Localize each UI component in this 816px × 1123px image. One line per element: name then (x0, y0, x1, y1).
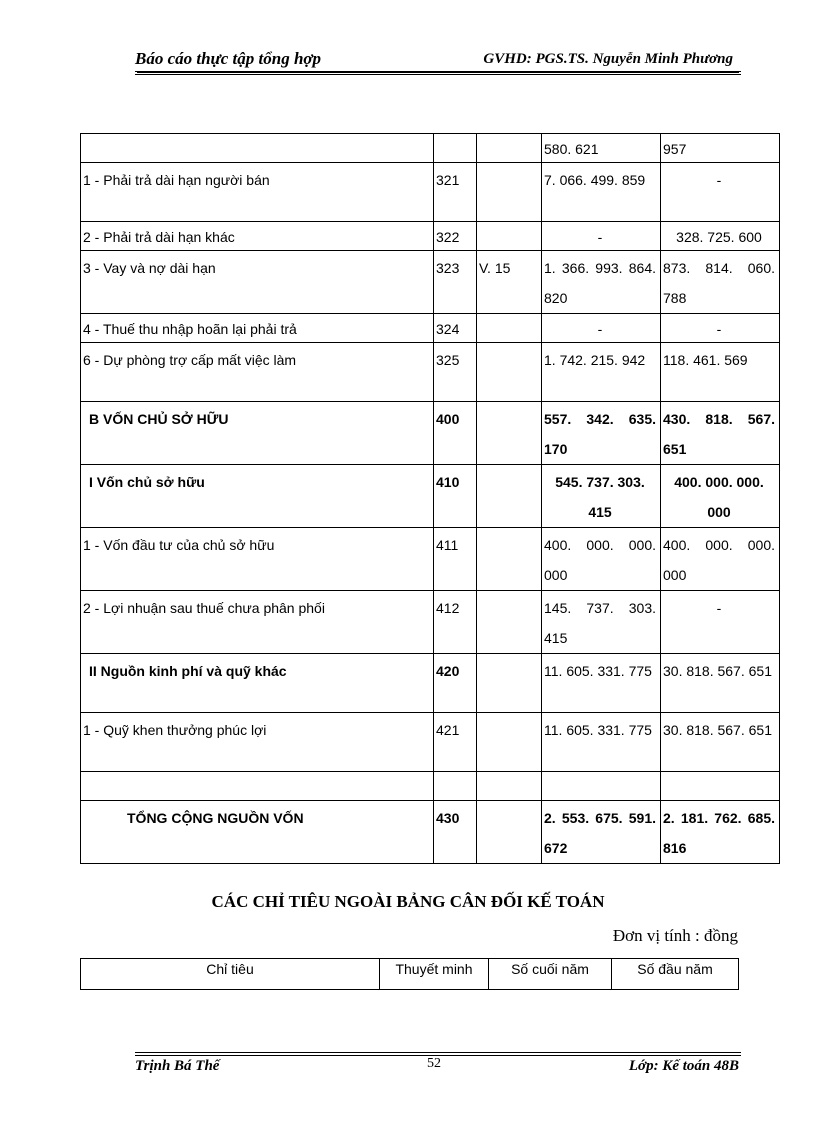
item-end-value: - (542, 222, 661, 251)
item-end-value: 7. 066. 499. 859 (542, 163, 661, 222)
page-header (135, 49, 741, 72)
off-balance-table (80, 958, 739, 990)
item-begin-value: - (661, 314, 780, 343)
item-end-value: 557. 342. 635. 170 (542, 402, 661, 465)
item-code (434, 134, 477, 163)
supervisor-label: GVHD: PGS.TS. Nguyễn Minh Phương (483, 51, 733, 67)
page-number: 52 (427, 1056, 441, 1071)
item-code: 325 (434, 343, 477, 402)
table-row (81, 591, 780, 654)
item-name: 4 - Thuế thu nhập hoãn lại phải trả (81, 314, 434, 343)
table-row (81, 654, 780, 713)
report-title: Báo cáo thực tập tổng hợp (135, 49, 322, 68)
item-note (477, 134, 542, 163)
item-code: 411 (434, 528, 477, 591)
item-end-value: 1. 742. 215. 942 (542, 343, 661, 402)
item-name: 1 - Quỹ khen thưởng phúc lợi (81, 713, 434, 772)
item-name: 2 - Phải trả dài hạn khác (81, 222, 434, 251)
table-row (81, 801, 780, 864)
table-row (81, 134, 780, 163)
item-code (434, 772, 477, 801)
item-name: 1 - Phải trả dài hạn người bán (81, 163, 434, 222)
item-begin-value: 400. 000. 000. 000 (661, 465, 780, 528)
table-row (81, 402, 780, 465)
item-code: 412 (434, 591, 477, 654)
table-row (81, 772, 780, 801)
table-row (81, 163, 780, 222)
item-name (81, 772, 434, 801)
item-code: 410 (434, 465, 477, 528)
item-begin-value: 328. 725. 600 (661, 222, 780, 251)
header-end-of-year: Số cuối năm (489, 959, 612, 990)
item-name: TỔNG CỘNG NGUỒN VỐN (81, 801, 434, 864)
item-begin-value: - (661, 591, 780, 654)
item-begin-value: 430. 818. 567. 651 (661, 402, 780, 465)
item-end-value: 580. 621 (542, 134, 661, 163)
item-note (477, 654, 542, 713)
item-name (81, 134, 434, 163)
table-row (81, 465, 780, 528)
item-begin-value: 873. 814. 060. 788 (661, 251, 780, 314)
table-row (81, 528, 780, 591)
item-code: 421 (434, 713, 477, 772)
item-begin-value (661, 772, 780, 801)
item-name: II Nguồn kinh phí và quỹ khác (81, 654, 434, 713)
item-name: B VỐN CHỦ SỞ HỮU (81, 402, 434, 465)
item-name: 1 - Vốn đầu tư của chủ sở hữu (81, 528, 434, 591)
item-end-value: 2. 553. 675. 591. 672 (542, 801, 661, 864)
item-begin-value: 30. 818. 567. 651 (661, 654, 780, 713)
item-end-value: 145. 737. 303. 415 (542, 591, 661, 654)
class-label: Lớp: Kế toán 48B (628, 1058, 739, 1074)
table-row (81, 222, 780, 251)
item-end-value: 545. 737. 303. 415 (542, 465, 661, 528)
item-note (477, 465, 542, 528)
item-begin-value: 400. 000. 000. 000 (661, 528, 780, 591)
item-note (477, 402, 542, 465)
header-indicator: Chỉ tiêu (81, 959, 380, 990)
item-note (477, 801, 542, 864)
table-row (81, 314, 780, 343)
item-end-value: 400. 000. 000. 000 (542, 528, 661, 591)
item-end-value: 11. 605. 331. 775 (542, 654, 661, 713)
item-end-value: 1. 366. 993. 864. 820 (542, 251, 661, 314)
item-end-value: 11. 605. 331. 775 (542, 713, 661, 772)
item-begin-value: 30. 818. 567. 651 (661, 713, 780, 772)
balance-sheet-table (80, 133, 780, 864)
item-code: 430 (434, 801, 477, 864)
item-note (477, 314, 542, 343)
item-note (477, 343, 542, 402)
item-begin-value: 118. 461. 569 (661, 343, 780, 402)
table-row (81, 713, 780, 772)
item-code: 324 (434, 314, 477, 343)
item-note (477, 528, 542, 591)
item-note (477, 163, 542, 222)
table-header-row (81, 959, 739, 990)
header-note: Thuyết minh (380, 959, 489, 990)
table-row (81, 343, 780, 402)
item-note (477, 591, 542, 654)
item-code: 420 (434, 654, 477, 713)
item-note (477, 222, 542, 251)
header-begin-of-year: Số đầu năm (612, 959, 739, 990)
item-note: V. 15 (477, 251, 542, 314)
item-code: 400 (434, 402, 477, 465)
item-begin-value: 2. 181. 762. 685. 816 (661, 801, 780, 864)
unit-label: Đơn vị tính : đồng (612, 926, 738, 945)
item-code: 321 (434, 163, 477, 222)
table-row (81, 251, 780, 314)
item-begin-value: - (661, 163, 780, 222)
author-name: Trịnh Bá Thế (135, 1058, 220, 1074)
item-name: 2 - Lợi nhuận sau thuế chưa phân phối (81, 591, 434, 654)
item-end-value: - (542, 314, 661, 343)
item-note (477, 772, 542, 801)
item-code: 322 (434, 222, 477, 251)
item-note (477, 713, 542, 772)
item-name: 3 - Vay và nợ dài hạn (81, 251, 434, 314)
item-end-value (542, 772, 661, 801)
item-name: 6 - Dự phòng trợ cấp mất việc làm (81, 343, 434, 402)
page-footer (135, 1052, 741, 1077)
item-begin-value: 957 (661, 134, 780, 163)
item-code: 323 (434, 251, 477, 314)
off-balance-title: CÁC CHỈ TIÊU NGOÀI BẢNG CÂN ĐỐI KẾ TOÁN (211, 892, 605, 911)
item-name: I Vốn chủ sở hữu (81, 465, 434, 528)
